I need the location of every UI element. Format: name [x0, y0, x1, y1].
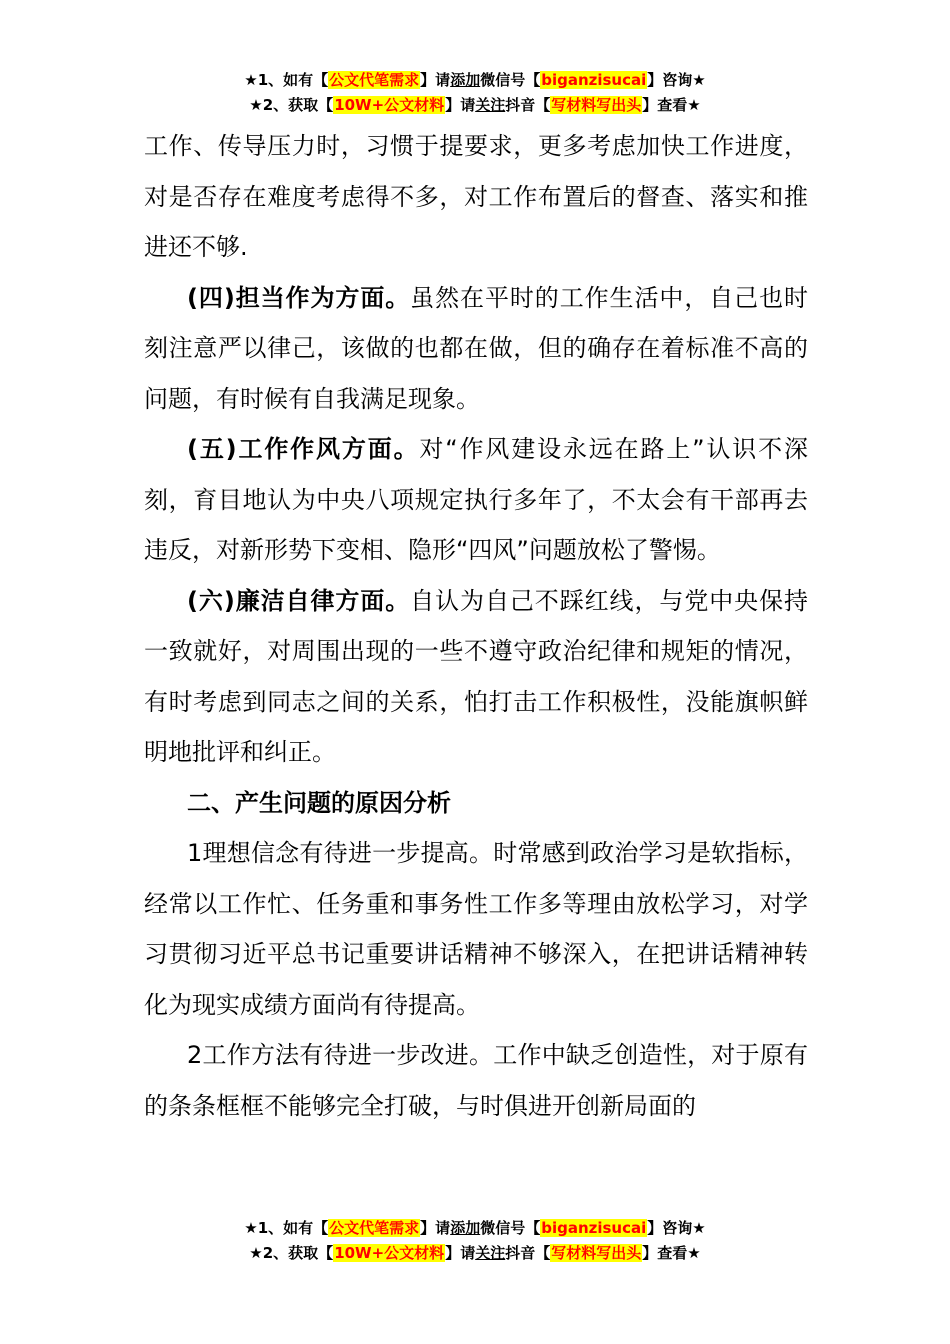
banner-line-1: [0, 68, 950, 93]
banner-underline: 关注: [475, 1244, 506, 1262]
banner-text: ★1、如有【: [244, 1219, 329, 1237]
bottom-banner: [0, 1216, 950, 1266]
paragraph-text: 虽然在平时的工作生活中，自己也时刻注意严以律己，该做的也都在做，但的确存在着标准不高的问题，有时候有自我满足现象。: [144, 283, 809, 413]
banner-text: 】请: [445, 96, 476, 114]
paragraph-lianjie: [144, 576, 808, 778]
banner-text: 】咨询★: [647, 71, 706, 89]
banner-text: ★1、如有【: [244, 71, 329, 89]
banner-text: 抖音【: [505, 1244, 551, 1262]
paragraph-lixiang: 1理想信念有待进一步提高。时常感到政治学习是软指标，经常以工作忙、任务重和事务性工作多等理由放松学习，对学习贯彻习近平总书记重要讲话精神不够深入，在把讲话精神转化为现实成绩方面尚有待提高。: [144, 839, 808, 1019]
banner-text: 】查看★: [642, 96, 701, 114]
banner-underline: 关注: [475, 96, 506, 114]
banner-highlight: biganzisucai: [541, 71, 647, 89]
paragraph-dandang: [144, 273, 808, 425]
top-banner: [0, 68, 950, 118]
paragraph-fangfa: 2工作方法有待进一步改进。工作中缺乏创造性，对于原有的条条框框不能够完全打破，与时俱进开创新局面的: [144, 1041, 808, 1120]
banner-highlight: 公文代笔需求: [329, 71, 420, 89]
banner-line-2: [0, 93, 950, 118]
banner-text: 】查看★: [642, 1244, 701, 1262]
banner-highlight: 10W+公文材料: [334, 1244, 445, 1262]
banner-highlight: biganzisucai: [541, 1219, 647, 1237]
banner-highlight: 公文代笔需求: [329, 1219, 420, 1237]
banner-highlight: 10W+公文材料: [334, 96, 445, 114]
banner-text: 】请: [445, 1244, 476, 1262]
banner-underline: 添加: [450, 1219, 481, 1237]
banner-highlight: 写材料写出头: [551, 96, 642, 114]
banner-highlight: 写材料写出头: [551, 1244, 642, 1262]
banner-text: 抖音【: [505, 96, 551, 114]
section-title: 二、产生问题的原因分析: [187, 788, 451, 817]
banner-text: 】咨询★: [647, 1219, 706, 1237]
document-body: [144, 121, 808, 1131]
banner-underline: 添加: [450, 71, 481, 89]
banner-line-2: [0, 1241, 950, 1266]
paragraph-heading: (六)廉洁自律方面。: [187, 586, 411, 615]
paragraph-heading: (五)工作作风方面。: [187, 435, 420, 463]
banner-text: ★2、获取【: [249, 96, 334, 114]
banner-text: 】请: [420, 71, 451, 89]
banner-line-1: [0, 1216, 950, 1241]
banner-text: 微信号【: [480, 1219, 541, 1237]
paragraph-continued: 工作、传导压力时，习惯于提要求，更多考虑加快工作进度，对是否存在难度考虑得不多，对工作布置后的督查、落实和推进还不够.: [144, 132, 808, 261]
paragraph-text: 对“作风建设永远在路上”认识不深刻，育目地认为中央八项规定执行多年了，不太会有干部再去违反，对新形势下变相、隐形“四风”问题放松了警惕。: [144, 435, 809, 564]
paragraph-zuofeng: [144, 424, 808, 576]
banner-text: 】请: [420, 1219, 451, 1237]
banner-text: ★2、获取【: [249, 1244, 334, 1262]
paragraph-heading: (四)担当作为方面。: [187, 283, 411, 312]
banner-text: 微信号【: [480, 71, 541, 89]
paragraph-text: 自认为自己不踩红线，与党中央保持一致就好，对周围出现的一些不遵守政治纪律和规矩的情况，有时考虑到同志之间的关系，怕打击工作积极性，没能旗帜鲜明地批评和纠正。: [144, 586, 809, 766]
